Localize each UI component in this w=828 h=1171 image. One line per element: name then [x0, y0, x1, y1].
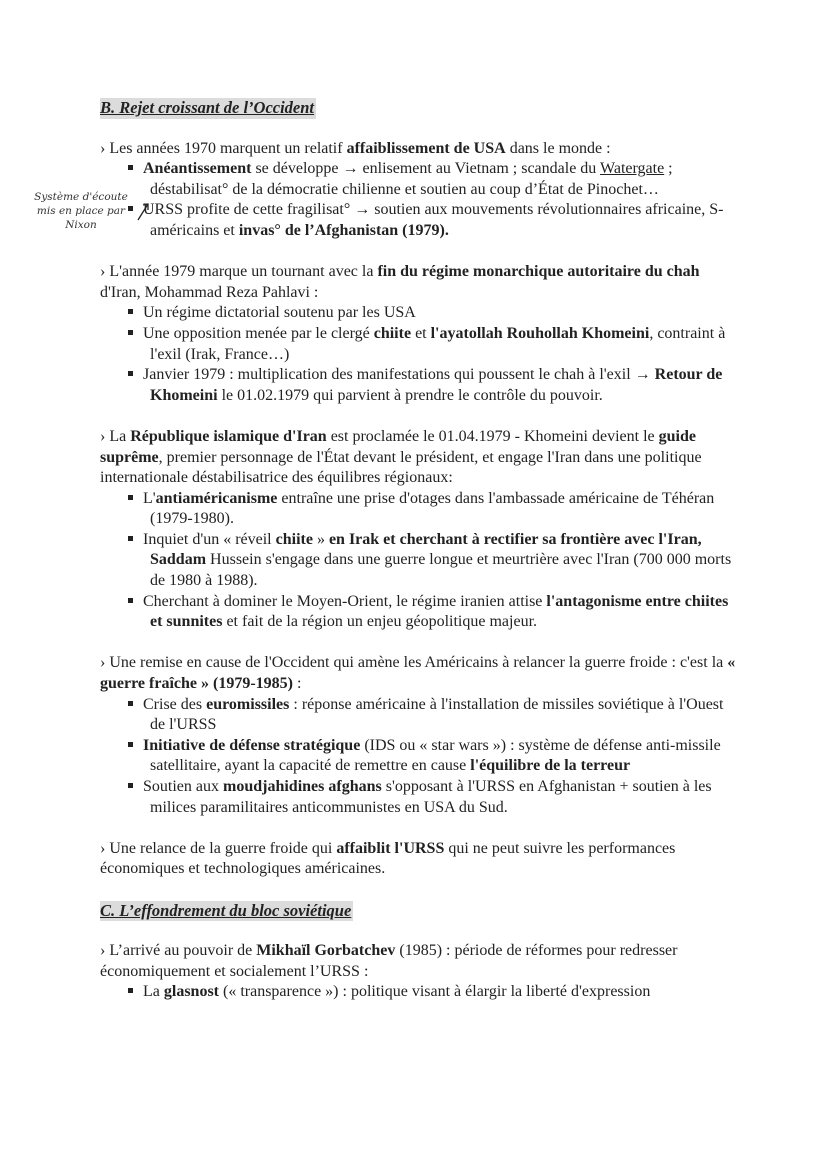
annotation-arrow-icon	[136, 200, 152, 222]
bullet-item	[100, 736, 736, 777]
bullet-square-icon	[128, 598, 133, 603]
bold-text: République islamique d'Iran	[130, 427, 327, 445]
spacer	[100, 242, 736, 263]
text: › L'année 1979 marque un tournant avec la	[100, 263, 378, 281]
bold-text: l'ayatollah Rouhollah Khomeini	[430, 324, 650, 342]
text: › Les années 1970 marquent un relatif	[100, 139, 347, 157]
bullet-item	[100, 303, 736, 324]
bullet-item	[100, 777, 736, 818]
text: qui ne peut suivre les performances économiques et technologiques américaines.	[100, 839, 676, 878]
bold-text: Initiative de défense stratégique	[143, 736, 361, 754]
text: :	[292, 675, 302, 693]
text: (« transparence ») : politique visant à élargir la liberté d'expression	[219, 983, 651, 1001]
text: L'	[143, 489, 156, 507]
bold-text: antiaméricanisme	[155, 489, 278, 507]
text: Watergate	[600, 160, 665, 178]
bullet-item	[100, 324, 736, 365]
text: Cherchant à dominer le Moyen-Orient, le régime iranien attise	[143, 592, 547, 610]
bullet-item	[100, 982, 736, 1003]
bold-text: euromissiles	[206, 695, 290, 713]
annotation-line: mis en place par	[36, 205, 126, 217]
section-heading-row	[100, 98, 736, 139]
bold-text: Retour de Khomeini	[150, 366, 723, 404]
bullet-item	[100, 592, 736, 633]
text: : réponse américaine à l'installation de missiles soviétique à l'Ouest de l'URSS	[150, 695, 724, 734]
spacer	[100, 406, 736, 427]
text: dans le monde :	[505, 139, 611, 157]
text: et	[411, 324, 431, 342]
text: URSS profite de cette fragilisat° → soutien aux mouvements révolutionnaires africaine, S-américains et	[143, 201, 724, 239]
text: Une opposition menée par le clergé	[143, 324, 374, 342]
text: s'opposant à l'URSS en Afghanistan + soutien à les milices paramilitaires anticommunistes en USA du Sud.	[150, 778, 712, 816]
text: La	[143, 983, 164, 1001]
text: , contraint à l'exil (Irak, France…)	[150, 324, 726, 363]
bullet-item	[100, 489, 736, 530]
section-heading	[100, 98, 316, 119]
paragraph	[100, 941, 736, 982]
text: B. Rejet croissant de l’Occident	[100, 98, 315, 117]
spacer	[100, 818, 736, 839]
bold-text: affaiblissement de USA	[346, 139, 506, 157]
bold-text: chiite	[373, 324, 412, 342]
bold-text: fin du régime monarchique autoritaire du chah	[377, 263, 700, 281]
text: › La	[100, 427, 131, 445]
bullet-item	[100, 695, 736, 736]
text: et fait de la région un enjeu géopolitique majeur.	[222, 613, 538, 631]
bullet-square-icon	[128, 495, 133, 500]
text: › Une remise en cause de l'Occident qui amène les Américains à relancer la guerre froide : c'est la	[100, 654, 728, 672]
spacer	[100, 880, 736, 901]
text: Soutien aux	[143, 778, 223, 795]
bold-text: chiite	[275, 530, 313, 548]
text: »	[312, 530, 329, 548]
section-heading	[100, 901, 353, 922]
text: Janvier 1979 : multiplication des manifestations qui poussent le chah à l'exil →	[143, 366, 655, 384]
text: le 01.02.1979 qui parvient à prendre le contrôle du pouvoir.	[217, 386, 603, 404]
bullet-item	[100, 200, 736, 241]
bold-text: guide suprême	[100, 427, 696, 466]
bullet-square-icon	[128, 783, 133, 788]
bullet-square-icon	[128, 330, 133, 335]
text: , premier personnage de l'État devant le président, et engage l'Iran dans une politique internationale déstabilisatrice des équilibres régionaux:	[100, 448, 702, 487]
bold-text: l'antagonisme entre chiites et sunnites	[150, 592, 729, 631]
text: (IDS ou « star wars ») : système de défense anti-missile satellitaire, ayant la capacité de remettre en cause	[150, 736, 721, 775]
bold-text: glasnost	[163, 983, 219, 1001]
text: › L’arrivé au pouvoir de	[100, 942, 257, 960]
bold-text: Mikhaïl Gorbatchev	[256, 942, 396, 960]
bullet-square-icon	[128, 988, 133, 993]
bold-text: « guerre fraîche » (1979-1985)	[100, 654, 736, 693]
bold-text: en Irak et cherchant à rectifier sa frontière avec l'Iran, Saddam	[150, 530, 702, 569]
bold-text: invas° de l’Afghanistan (1979).	[238, 221, 449, 239]
text: Un régime dictatorial soutenu par les USA	[143, 304, 416, 322]
text: ; déstabilisat° de la démocratie chilienne et soutien au coup d’État de Pinochet…	[150, 160, 673, 198]
document-body	[100, 98, 736, 1003]
bullet-item	[100, 159, 736, 200]
handwritten-annotation	[22, 190, 140, 232]
bullet-square-icon	[128, 309, 133, 314]
paragraph	[100, 839, 736, 880]
section-heading-row	[100, 901, 736, 942]
text: Inquiet d'un « réveil	[143, 530, 276, 548]
bullet-square-icon	[128, 371, 133, 376]
text: C. L’effondrement du bloc soviétique	[100, 900, 352, 920]
bullet-square-icon	[128, 701, 133, 706]
text: est proclamée le 01.04.1979 - Khomeini devient le	[326, 427, 659, 445]
bullet-square-icon	[128, 165, 133, 170]
bullet-square-icon	[128, 536, 133, 541]
bullet-square-icon	[128, 742, 133, 747]
paragraph	[100, 653, 736, 694]
text: (1985) : période de réformes pour redresser économiquement et socialement l’URSS :	[100, 942, 678, 980]
bold-text: Anéantissement	[143, 160, 252, 178]
paragraph	[100, 139, 736, 160]
bold-text: l'équilibre de la terreur	[470, 757, 631, 775]
text: Hussein s'engage dans une guerre longue et meurtrière avec l'Iran (700 000 morts de 1980 à 1988).	[150, 551, 732, 590]
paragraph	[100, 427, 736, 489]
text: Crise des	[143, 695, 207, 713]
text: se développe → enlisement au Vietnam ; scandale du	[251, 160, 601, 178]
text: › Une relance de la guerre froide qui	[100, 839, 337, 857]
text: d'Iran, Mohammad Reza Pahlavi :	[100, 283, 319, 301]
bullet-item	[100, 530, 736, 592]
bold-text: affaiblit l'URSS	[336, 839, 445, 857]
annotation-line: Système d'écoute	[34, 191, 128, 203]
annotation-line: Nixon	[65, 219, 97, 231]
text: entraîne une prise d'otages dans l'ambassade américaine de Téhéran (1979-1980).	[150, 489, 715, 528]
paragraph	[100, 262, 736, 303]
bold-text: moudjahidines afghans	[223, 778, 382, 795]
bullet-item	[100, 365, 736, 406]
spacer	[100, 633, 736, 654]
